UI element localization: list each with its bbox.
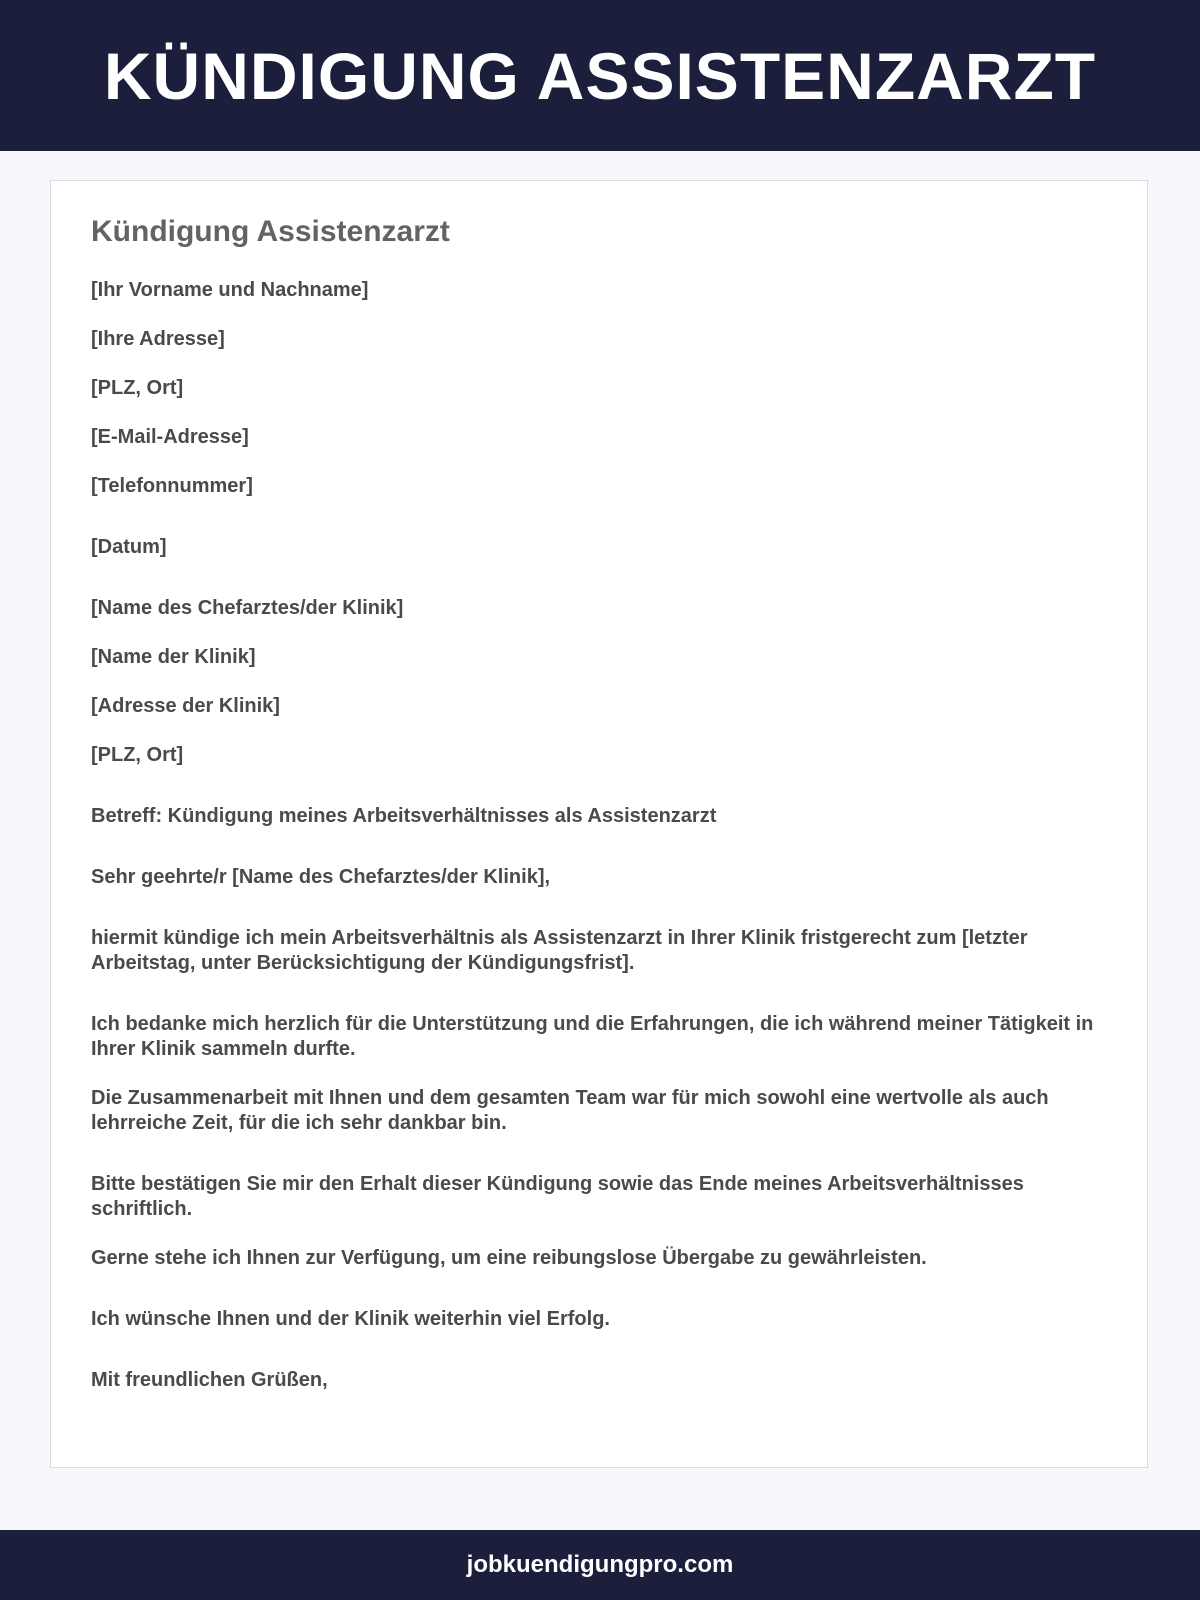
- recipient-name: [Name des Chefarztes/der Klinik]: [91, 597, 404, 619]
- letter-subject: Betreff: Kündigung meines Arbeitsverhältnisses als Assistenzarzt: [91, 805, 717, 827]
- letter-date: [Datum]: [91, 536, 167, 558]
- footer-site-name: jobkuendigungpro.com: [466, 1551, 734, 1578]
- page-header: [0, 0, 1200, 151]
- letter-closing: Mit freundlichen Grüßen,: [91, 1369, 328, 1391]
- letter-paragraph: Ich wünsche Ihnen und der Klinik weiterhin viel Erfolg.: [91, 1308, 610, 1330]
- sender-email: [E-Mail-Adresse]: [91, 426, 249, 448]
- sender-phone: [Telefonnummer]: [91, 475, 253, 497]
- letter-paragraph: hiermit kündige ich mein Arbeitsverhältnis als Assistenzarzt in Ihrer Klinik fristgerecht zum [letzter Arbeitstag, unter Berücksichtigung der Kündigungsfrist].: [91, 927, 1028, 974]
- recipient-zip-city: [PLZ, Ort]: [91, 744, 184, 766]
- recipient-address: [Adresse der Klinik]: [91, 695, 280, 717]
- recipient-clinic: [Name der Klinik]: [91, 646, 256, 668]
- letter-salutation: Sehr geehrte/r [Name des Chefarztes/der Klinik],: [91, 866, 551, 888]
- page-footer: [0, 1530, 1200, 1600]
- letter-paragraph: Die Zusammenarbeit mit Ihnen und dem gesamten Team war für mich sowohl eine wertvolle als auch lehrreiche Zeit, für die ich sehr dankbar bin.: [91, 1087, 1049, 1134]
- sender-address: [Ihre Adresse]: [91, 328, 225, 350]
- page-title: KÜNDIGUNG ASSISTENZARZT: [103, 38, 1097, 113]
- letter-paragraph: Gerne stehe ich Ihnen zur Verfügung, um eine reibungslose Übergabe zu gewährleisten.: [91, 1247, 927, 1269]
- sender-name: [Ihr Vorname und Nachname]: [91, 279, 369, 301]
- letter-title: Kündigung Assistenzarzt: [91, 215, 450, 248]
- sender-zip-city: [PLZ, Ort]: [91, 377, 184, 399]
- letter-paragraph: Bitte bestätigen Sie mir den Erhalt dieser Kündigung sowie das Ende meines Arbeitsverhältnisses schriftlich.: [91, 1173, 1024, 1220]
- letter-paragraph: Ich bedanke mich herzlich für die Unterstützung und die Erfahrungen, die ich während meiner Tätigkeit in Ihrer Klinik sammeln durfte.: [91, 1013, 1094, 1060]
- letter-card: [50, 180, 1148, 1468]
